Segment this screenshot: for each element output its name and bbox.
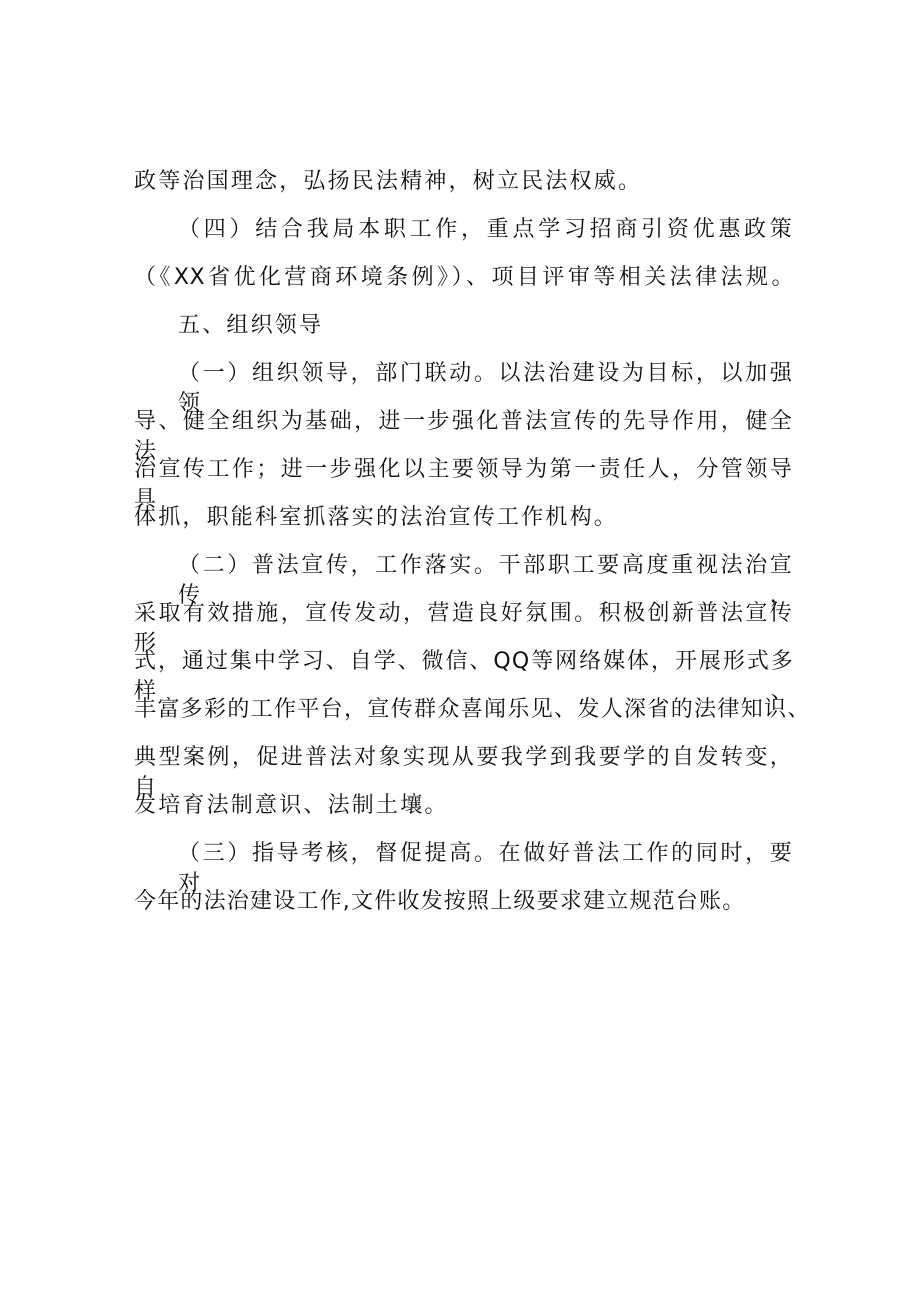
text-line: 体抓，职能科室抓落实的法治宣传工作机构。 bbox=[134, 505, 619, 530]
text-line: 导、健全组织为基础，进一步强化普法宣传的先导作用，健全法 bbox=[134, 409, 794, 464]
text-line: 典型案例，促进普法对象实现从要我学到我要学的自发转变，自 bbox=[134, 745, 794, 800]
subsection-1-line: （一）组织领导，部门联动。以法治建设为目标，以加强领 bbox=[178, 361, 794, 416]
text-line: 治宣传工作；进一步强化以主要领导为第一责任人，分管领导具 bbox=[134, 457, 794, 512]
text-line: 采取有效措施，宣传发动，营造良好氛围。积极创新普法宣传形 bbox=[134, 601, 794, 656]
subsection-3-line: （三）指导考核，督促提高。在做好普法工作的同时，要对 bbox=[178, 841, 794, 896]
text-line: 政等治国理念，弘扬民法精神，树立民法权威。 bbox=[134, 169, 643, 194]
subsection-2-line: （二）普法宣传，工作落实。干部职工要高度重视法治宣传， bbox=[178, 553, 794, 608]
text-line: 今年的法治建设工作,文件收发按照上级要求建立规范台账。 bbox=[134, 889, 746, 914]
section-4-heading-line: （四）结合我局本职工作，重点学习招商引资优惠政策 bbox=[178, 217, 794, 242]
text-line: （《XX省优化营商环境条例》）、项目评审等相关法律法规。 bbox=[134, 265, 794, 290]
text-line: 式，通过集中学习、自学、微信、QQ等网络媒体，开展形式多样、 bbox=[134, 649, 794, 704]
text-line: 丰富多彩的工作平台，宣传群众喜闻乐见、发人深省的法律知识、 bbox=[134, 697, 810, 722]
text-line: 发培育法制意识、法制土壤。 bbox=[134, 793, 449, 818]
section-heading-organization: 五、组织领导 bbox=[178, 313, 324, 338]
